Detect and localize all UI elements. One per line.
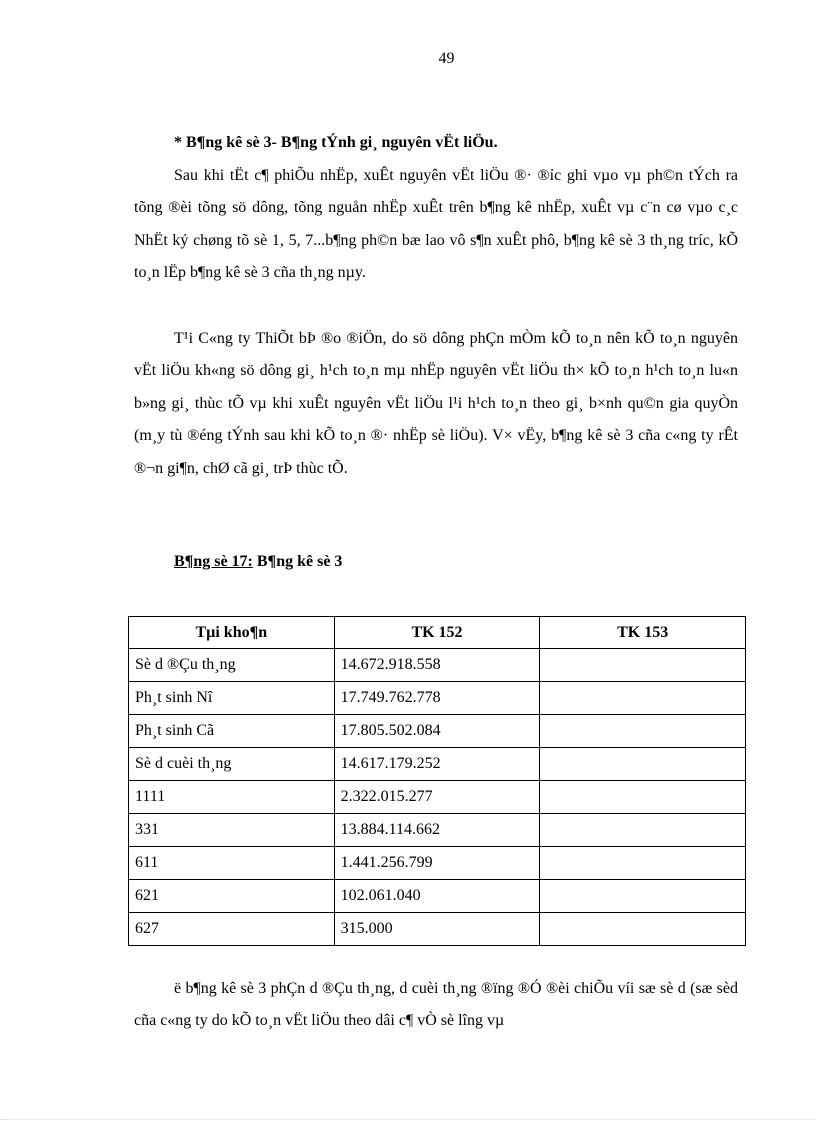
cell-tk153: [540, 913, 746, 946]
cell-account: 611: [129, 847, 335, 880]
cell-tk152: 1.441.256.799: [334, 847, 540, 880]
page-bottom-divider: [0, 1119, 816, 1120]
paragraph-text: T¹i C«ng ty ThiÕt bÞ ®o ®iÖn, do sö dông phÇn mÒm kÕ to¸n nên kÕ to¸n nguyên vËt liÖu kh«ng sö dông gi¸ h¹ch to¸n mµ nhËp nguyên vËt liÖu th× kÕ to¸n h¹ch to¸n lu«n b»ng gi¸ thùc tÕ vµ khi xuÊt nguyên vËt liÖu l¹i h¹ch to¸n theo gi¸ b×nh qu©n gia quyÒn (m¸y tù ®éng tÝnh sau khi kÕ to¸n ®· nhËp sè liÖu). V× vËy, b¶ng kê sè 3 cña c«ng ty rÊt ®¬n gi¶n, chØ cã gi¸ trÞ thùc tÕ.: [134, 330, 738, 477]
cell-tk153: [540, 781, 746, 814]
cell-account: Sè d cuèi th¸ng: [129, 748, 335, 781]
cell-account: 1111: [129, 781, 335, 814]
cell-tk152: 2.322.015.277: [334, 781, 540, 814]
page-number: 49: [438, 50, 455, 67]
paragraph-2: [134, 323, 738, 485]
cell-account: Sè d ®Çu th¸ng: [129, 649, 335, 682]
paragraph-1: [134, 160, 738, 290]
table-row: [129, 748, 746, 781]
cell-account: Ph¸t sinh Nî: [129, 682, 335, 715]
table-caption-title: B¶ng kê sè 3: [252, 553, 343, 570]
table-caption-label: B¶ng sè 17:: [174, 553, 253, 570]
cell-tk152: 315.000: [334, 913, 540, 946]
cell-account: Ph¸t sinh Cã: [129, 715, 335, 748]
cell-tk153: [540, 649, 746, 682]
cell-account: 331: [129, 814, 335, 847]
header-account: Tµi kho¶n: [129, 617, 335, 649]
cell-tk153: [540, 682, 746, 715]
table-row: [129, 880, 746, 913]
cell-tk153: [540, 880, 746, 913]
table-row: [129, 814, 746, 847]
cell-tk152: 102.061.040: [334, 880, 540, 913]
cell-tk152: 17.749.762.778: [334, 682, 540, 715]
cell-tk153: [540, 715, 746, 748]
table-row: [129, 649, 746, 682]
ledger-table: [128, 616, 746, 946]
cell-account: 627: [129, 913, 335, 946]
paragraph-text: ë b¶ng kê sè 3 phÇn d ®Çu th¸ng, d cuèi th¸ng ®ïng ®Ó ®èi chiÕu víi sæ sè d (sæ sèd cña c«ng ty do kÕ to¸n vËt liÖu theo dâi c¶ vÒ sè lîng vµ: [134, 980, 738, 1030]
header-tk152: TK 152: [334, 617, 540, 649]
cell-tk152: 13.884.114.662: [334, 814, 540, 847]
table-header-row: [129, 617, 746, 649]
table-row: [129, 913, 746, 946]
cell-account: 621: [129, 880, 335, 913]
table-row: [129, 715, 746, 748]
cell-tk152: 14.617.179.252: [334, 748, 540, 781]
paragraph-3: [134, 973, 738, 1038]
header-tk153: TK 153: [540, 617, 746, 649]
cell-tk153: [540, 748, 746, 781]
table-row: [129, 847, 746, 880]
cell-tk153: [540, 847, 746, 880]
section-heading: * B¶ng kê sè 3- B¶ng tÝnh gi¸ nguyên vËt liÖu.: [174, 134, 498, 151]
cell-tk152: 14.672.918.558: [334, 649, 540, 682]
cell-tk153: [540, 814, 746, 847]
cell-tk152: 17.805.502.084: [334, 715, 540, 748]
table-row: [129, 682, 746, 715]
paragraph-text: Sau khi tËt c¶ phiÕu nhËp, xuÊt nguyên vËt liÖu ®· ®ỉc ghi vµo vµ ph©n tÝch ra tõng ®èi tõng sö dông, tõng nguån nhËp xuÊt trên b¶ng kê nhËp, xuÊt vµ c¨n cø vµo c¸c NhËt ký chøng tõ sè 1, 5, 7...b¶ng ph©n bæ lao vô s¶n xuÊt phô, b¶ng kê sè 3 th¸ng tríc, kÕ to¸n lËp b¶ng kê sè 3 cña th¸ng nµy.: [134, 167, 738, 282]
table-row: [129, 781, 746, 814]
table-caption: [174, 553, 342, 571]
